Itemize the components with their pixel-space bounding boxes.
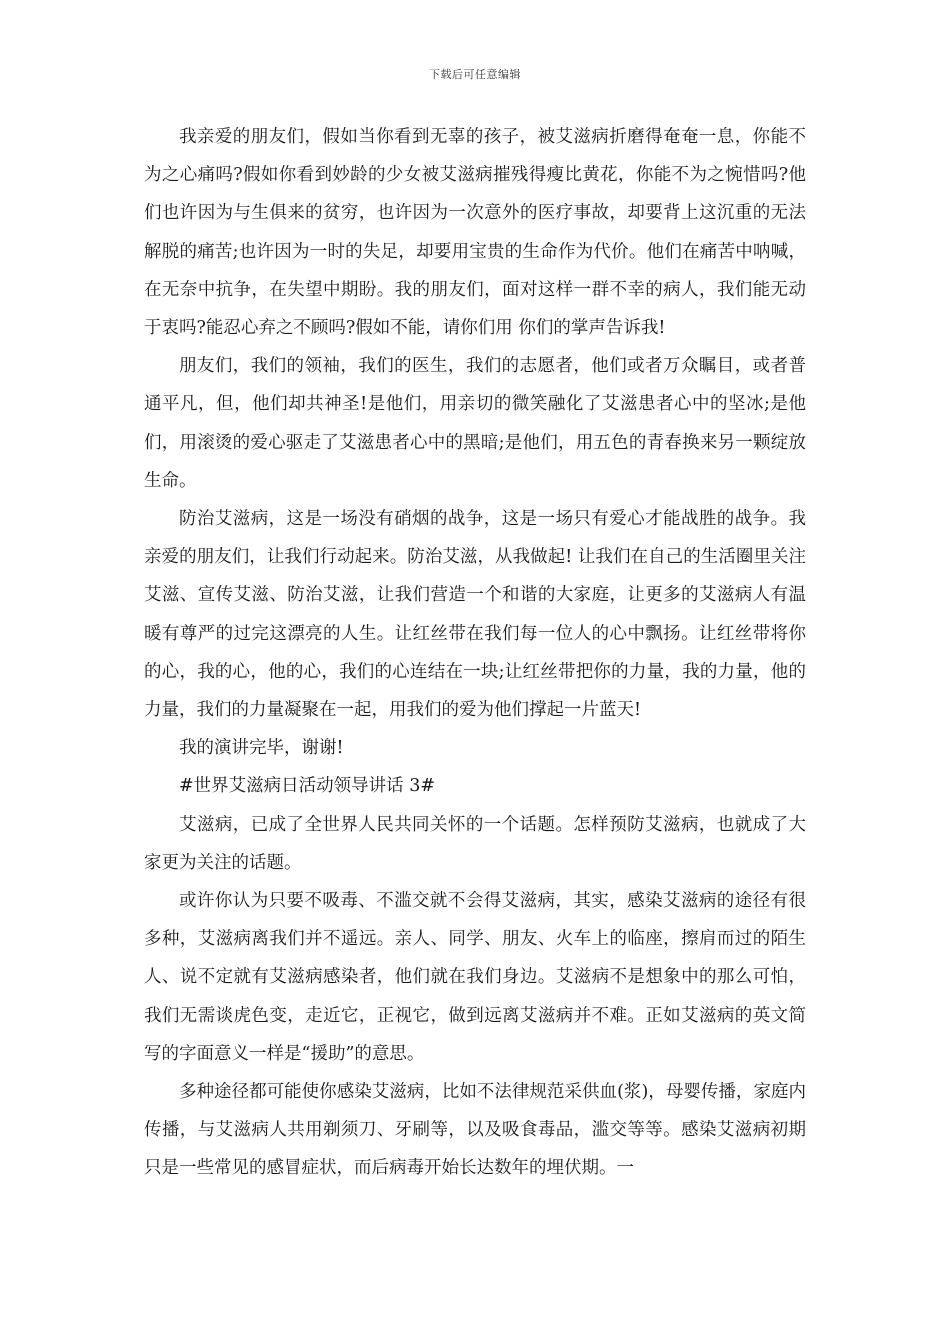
section-heading: #世界艾滋病日活动领导讲话 3# (179, 776, 436, 797)
paragraph-closing: 我的演讲完毕，谢谢! (179, 738, 344, 759)
paragraph-transmission: 或许你认为只要不吸毒、不滥交就不会得艾滋病，其实，感染艾滋病的途径有很多种，艾滋病离我们并不遥远。亲人、同学、朋友、火车上的临座，擦肩而过的陌生人、说不定就有艾滋病感染者，他们就在我们身边。艾滋病不是想象中的那么可怕，我们无需谈虎色变，走近它，正视它，做到远离艾滋病并不难。正如艾滋病的英文简写的字面意义一样是“援助”的意思。 (144, 891, 806, 1064)
page-header: 下载后可任意编辑 (429, 68, 521, 81)
paragraph-appeal: 我亲爱的朋友们，假如当你看到无辜的孩子，被艾滋病折磨得奄奄一息，你能不为之心痛吗?假如你看到妙龄的少女被艾滋病摧残得瘦比黄花，你能不为之惋惜吗?他们也许因为与生俱来的贫穷，也许因为一次意外的医疗事故，却要背上这沉重的无法解脱的痛苦;也许因为一时的失足，却要用宝贵的生命作为代价。他们在痛苦中呐喊，在无奈中抗争，在失望中期盼。我的朋友们，面对这样一群不幸的病人，我们能无动于衷吗?能忍心弃之不顾吗?假如不能，请你们用 你们的掌声告诉我! (144, 127, 806, 339)
paragraph-call-to-action: 防治艾滋病，这是一场没有硝烟的战争，这是一场只有爱心才能战胜的战争。我亲爱的朋友们，让我们行动起来。防治艾滋，从我做起! 让我们在自己的生活圈里关注艾滋、宣传艾滋、防治艾滋，让我们营造一个和谐的大家庭，让更多的艾滋病人有温暖有尊严的过完这漂亮的人生。让红丝带在我们每一位人的心中飘扬。让红丝带将你的心，我的心，他的心，我们的心连结在一块;让红丝带把你的力量，我的力量，他的力量，我们的力量凝聚在一起，用我们的爱为他们撑起一片蓝天! (144, 509, 806, 721)
paragraph-routes: 多种途径都可能使你感染艾滋病，比如不法律规范采供血(浆)，母婴传播，家庭内传播，与艾滋病人共用剃须刀、牙刷等，以及吸食毒品，滥交等等。感染艾滋病初期只是一些常见的感冒症状，而后病毒开始长达数年的埋伏期。一 (144, 1082, 806, 1179)
paragraph-topic: 艾滋病，已成了全世界人民共同关怀的一个话题。怎样预防艾滋病，也就成了大家更为关注的话题。 (144, 814, 806, 873)
document-body (144, 118, 806, 1188)
paragraph-heroes: 朋友们，我们的领袖，我们的医生，我们的志愿者，他们或者万众瞩目，或者普通平凡，但，他们却共神圣!是他们，用亲切的微笑融化了艾滋患者心中的坚冰;是他们，用滚烫的爱心驱走了艾滋患者心中的黑暗;是他们，用五色的青春换来另一颗绽放生命。 (144, 356, 806, 491)
